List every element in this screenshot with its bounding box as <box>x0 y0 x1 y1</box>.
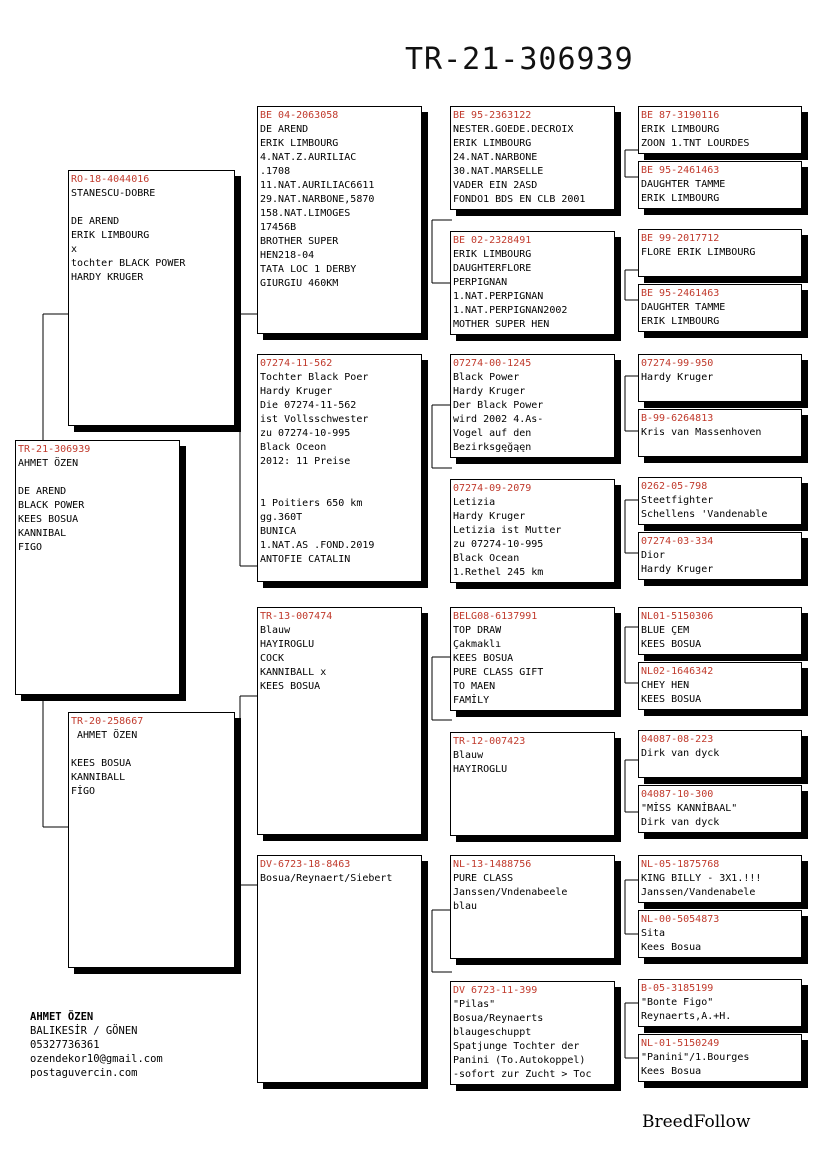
owner-location: BALIKESİR / GÖNEN <box>30 1025 138 1037</box>
ring-number: 07274-99-950 <box>641 358 714 369</box>
pigeon-info: STANESCU-DOBRE DE AREND ERIK LIMBOURG x tochter BLACK POWER HARDY KRUGER <box>71 188 186 283</box>
pigeon-card-dam[interactable] <box>68 712 235 968</box>
pigeon-card-gen5-2[interactable] <box>638 161 802 209</box>
pigeon-card-sire-dam[interactable] <box>257 354 422 582</box>
ring-number: TR-21-306939 <box>18 444 91 455</box>
pigeon-info: "Pilas" Bosua/Reynaerts blaugeschuppt Spatjunge Tochter der Panini (To.Autokoppel) -sofort zur Zucht > Toc <box>453 999 592 1080</box>
pigeon-info: AHMET ÖZEN DE AREND BLACK POWER KEES BOSUA KANNIBAL FIGO <box>18 458 85 553</box>
pigeon-card-gen4-5[interactable] <box>450 607 615 711</box>
ring-number: BE 95-2461463 <box>641 165 720 176</box>
pigeon-info: ERIK LIMBOURG ZOON 1.TNT LOURDES <box>641 124 750 149</box>
pigeon-info: "Panini"/1.Bourges Kees Bosua <box>641 1052 750 1077</box>
pigeon-info: Bosua/Reynaert/Siebert <box>260 873 393 884</box>
pigeon-card-gen5-1[interactable] <box>638 106 802 154</box>
pigeon-card-gen5-8[interactable] <box>638 532 802 580</box>
pigeon-card-gen5-15[interactable] <box>638 979 802 1027</box>
ring-number: DV 6723-11-399 <box>453 985 538 996</box>
pigeon-card-gen5-3[interactable] <box>638 229 802 277</box>
pigeon-card-gen5-7[interactable] <box>638 477 802 525</box>
pigeon-info: Steetfighter Schellens 'Vandenable <box>641 495 768 520</box>
pigeon-info: Sita Kees Bosua <box>641 928 702 953</box>
pigeon-info: Black Power Hardy Kruger Der Black Power wird 2002 4.As- Vogel auf den Bezirksgęğąęn <box>453 372 544 453</box>
ring-number: NL02-1646342 <box>641 666 714 677</box>
pigeon-info: ERIK LIMBOURG DAUGHTERFLORE PERPIGNAN 1.NAT.PERPIGNAN 1.NAT.PERPIGNAN2002 MOTHER SUPER HEN <box>453 249 568 330</box>
owner-name: AHMET ÖZEN <box>30 1011 94 1023</box>
pigeon-card-gen4-4[interactable] <box>450 479 615 583</box>
ring-number: B-99-6264813 <box>641 413 714 424</box>
pigeon-card-sire[interactable] <box>68 170 235 426</box>
pigeon-info: NESTER.GOEDE.DECROIX ERIK LIMBOURG 24.NAT.NARBONE 30.NAT.MARSELLE VADER EIN 2ASD FONDO1 BDS EN CLB 2001 <box>453 124 586 205</box>
pigeon-card-gen4-1[interactable] <box>450 106 615 210</box>
pigeon-card-gen4-7[interactable] <box>450 855 615 959</box>
pigeon-info: TOP DRAW Çakmaklı KEES BOSUA PURE CLASS GIFT TO MAEN FAMİLY <box>453 625 544 706</box>
pigeon-card-gen4-6[interactable] <box>450 732 615 836</box>
pigeon-card-gen5-6[interactable] <box>638 409 802 457</box>
pigeon-card-gen5-9[interactable] <box>638 607 802 655</box>
pigeon-card-sire-sire[interactable] <box>257 106 422 334</box>
pigeon-card-dam-sire[interactable] <box>257 607 422 835</box>
pigeon-info: Blauw HAYIROGLU COCK KANNIBALL x KEES BOSUA <box>260 625 327 692</box>
ring-number: BE 95-2363122 <box>453 110 532 121</box>
ring-number: 07274-00-1245 <box>453 358 532 369</box>
owner-email[interactable]: ozendekor10@gmail.com <box>30 1053 163 1065</box>
pigeon-card-gen5-13[interactable] <box>638 855 802 903</box>
ring-number: RO-18-4044016 <box>71 174 150 185</box>
owner-info <box>30 1010 163 1080</box>
ring-number: 04087-10-300 <box>641 789 714 800</box>
pigeon-info: Kris van Massenhoven <box>641 427 762 438</box>
pigeon-info: Letizia Hardy Kruger Letizia ist Mutter zu 07274-10-995 Black Ocean 1.Rethel 245 km <box>453 497 562 578</box>
pigeon-info: Tochter Black Poer Hardy Kruger Die 07274-11-562 ist Vollsschwester zu 07274-10-995 Black Oceon 2012: 11 Preise 1 Poitiers 650 km gg.360T BUNICA 1.NAT.AS .FOND.2019 ANTOFIE CATALIN <box>260 372 375 565</box>
brand-logo: BreedFollow <box>642 1112 751 1132</box>
ring-number: NL-13-1488756 <box>453 859 532 870</box>
ring-number: TR-12-007423 <box>453 736 526 747</box>
pigeon-info: KING BILLY - 3X1.!!! Janssen/Vandenabele <box>641 873 762 898</box>
pigeon-card-dam-dam[interactable] <box>257 855 422 1083</box>
pigeon-card-gen5-12[interactable] <box>638 785 802 833</box>
owner-phone: 05327736361 <box>30 1039 100 1051</box>
pigeon-info: "MİSS KANNİBAAL" Dirk van dyck <box>641 803 738 828</box>
pigeon-card-gen5-11[interactable] <box>638 730 802 778</box>
pigeon-card-gen5-14[interactable] <box>638 910 802 958</box>
pigeon-info: Dirk van dyck <box>641 748 720 759</box>
page-title: TR-21-306939 <box>405 42 634 77</box>
ring-number: BE 04-2063058 <box>260 110 339 121</box>
ring-number: DV-6723-18-8463 <box>260 859 351 870</box>
ring-number: BE 87-3190116 <box>641 110 720 121</box>
ring-number: NL01-5150306 <box>641 611 714 622</box>
pigeon-card-subject[interactable] <box>15 440 180 695</box>
pigeon-info: PURE CLASS Janssen/Vndenabeele blau <box>453 873 568 912</box>
ring-number: 04087-08-223 <box>641 734 714 745</box>
ring-number: BELG08-6137991 <box>453 611 538 622</box>
pigeon-info: FLORE ERIK LIMBOURG <box>641 247 756 258</box>
ring-number: BE 99-2017712 <box>641 233 720 244</box>
pigeon-card-gen5-4[interactable] <box>638 284 802 332</box>
pigeon-info: BLUE ÇEM KEES BOSUA <box>641 625 702 650</box>
ring-number: 07274-03-334 <box>641 536 714 547</box>
pigeon-card-gen4-8[interactable] <box>450 981 615 1085</box>
pigeon-card-gen5-5[interactable] <box>638 354 802 402</box>
ring-number: BE 02-2328491 <box>453 235 532 246</box>
ring-number: B-05-3185199 <box>641 983 714 994</box>
pigeon-info: DAUGHTER TAMME ERIK LIMBOURG <box>641 179 726 204</box>
ring-number: 0262-05-798 <box>641 481 708 492</box>
pigeon-info: AHMET ÖZEN KEES BOSUA KANNIBALL FİGO <box>71 730 138 797</box>
pigeon-info: DE AREND ERIK LIMBOURG 4.NAT.Z.AURILIAC .1708 11.NAT.AURILIAC6611 29.NAT.NARBONE,5870 158.NAT.LIMOGES 17456B BROTHER SUPER HEN218-04 TATA LOC 1 DERBY GIURGIU 460KM <box>260 124 375 289</box>
pigeon-card-gen5-16[interactable] <box>638 1034 802 1082</box>
pigeon-info: DAUGHTER TAMME ERIK LIMBOURG <box>641 302 726 327</box>
ring-number: NL-01-5150249 <box>641 1038 720 1049</box>
ring-number: TR-20-258667 <box>71 716 144 727</box>
pigeon-info: Hardy Kruger <box>641 372 714 383</box>
ring-number: BE 95-2461463 <box>641 288 720 299</box>
pigeon-card-gen4-3[interactable] <box>450 354 615 458</box>
pigeon-card-gen5-10[interactable] <box>638 662 802 710</box>
ring-number: NL-00-5054873 <box>641 914 720 925</box>
pigeon-info: CHEY HEN KEES BOSUA <box>641 680 702 705</box>
ring-number: TR-13-007474 <box>260 611 333 622</box>
ring-number: 07274-11-562 <box>260 358 333 369</box>
owner-website[interactable]: postaguvercin.com <box>30 1067 138 1079</box>
pigeon-info: "Bonte Figo" Reynaerts,A.+H. <box>641 997 732 1022</box>
pigeon-info: Blauw HAYIROGLU <box>453 750 508 775</box>
pigeon-info: Dior Hardy Kruger <box>641 550 714 575</box>
pigeon-card-gen4-2[interactable] <box>450 231 615 335</box>
ring-number: NL-05-1875768 <box>641 859 720 870</box>
ring-number: 07274-09-2079 <box>453 483 532 494</box>
